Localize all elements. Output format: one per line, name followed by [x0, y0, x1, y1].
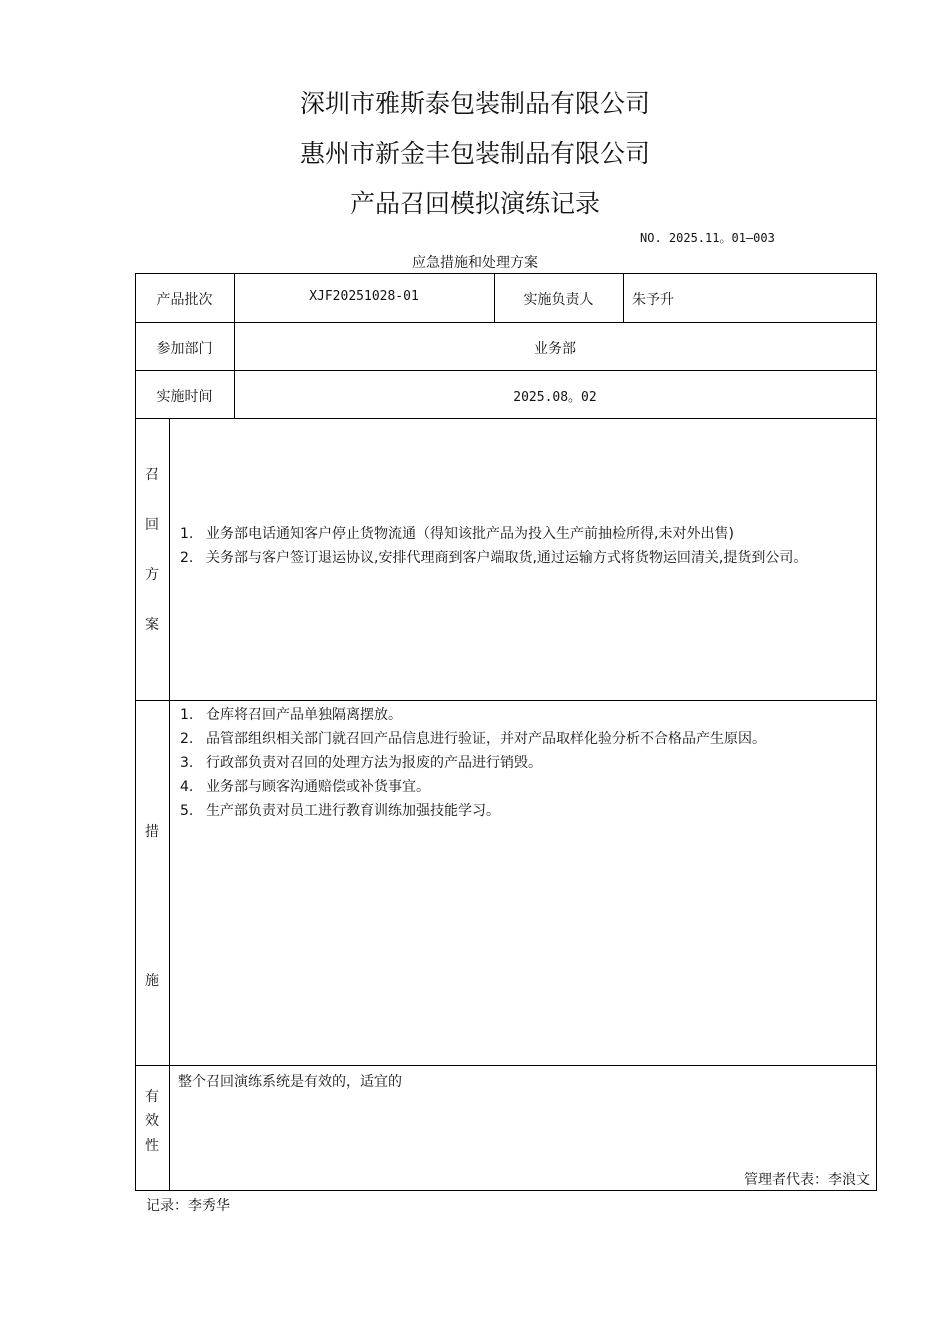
- company-title-1: 深圳市雅斯泰包装制品有限公司: [299, 89, 650, 118]
- batch-label: 产品批次: [156, 292, 213, 308]
- table-caption: 应急措施和处理方案: [412, 255, 538, 271]
- recorder: 记录：李秀华: [146, 1198, 230, 1214]
- date-value: 2025.08。02: [513, 390, 597, 405]
- measures-list: [174, 703, 870, 823]
- recall-plan-list: [174, 522, 870, 570]
- department-value: 业务部: [534, 341, 576, 357]
- date-label: 实施时间: [156, 389, 213, 405]
- list-item: 3. 行政部负责对召回的处理方法为报废的产品进行销毁。: [180, 755, 542, 771]
- list-item: 1. 业务部电话通知客户停止货物流通（得知该批产品为投入生产前抽检所得,未对外出售): [180, 526, 734, 542]
- effectiveness-text: 整个召回演练系统是有效的，适宜的: [178, 1074, 402, 1090]
- list-item: 2. 关务部与客户签订退运协议,安排代理商到客户端取货,通过运输方式将货物运回清关,提货到公司。: [180, 550, 808, 566]
- department-label: 参加部门: [156, 341, 213, 357]
- list-item: 5. 生产部负责对员工进行教育训练加强技能学习。: [180, 803, 500, 819]
- company-title-2: 惠州市新金丰包装制品有限公司: [299, 139, 650, 168]
- owner-value: 朱予升: [632, 292, 674, 308]
- document-title: 产品召回模拟演练记录: [349, 189, 600, 218]
- batch-value: XJF20251028-01: [309, 289, 419, 304]
- document-number: NO. 2025.11。01—003: [640, 231, 775, 245]
- list-item: 4. 业务部与顾客沟通赔偿或补货事宜。: [180, 779, 430, 795]
- list-item: 2. 品管部组织相关部门就召回产品信息进行验证，并对产品取样化验分析不合格品产生原因。: [180, 731, 766, 747]
- owner-label: 实施负责人: [523, 292, 594, 308]
- list-item: 1. 仓库将召回产品单独隔离摆放。: [180, 707, 402, 723]
- manager-signature: 管理者代表：李浪文: [744, 1172, 870, 1188]
